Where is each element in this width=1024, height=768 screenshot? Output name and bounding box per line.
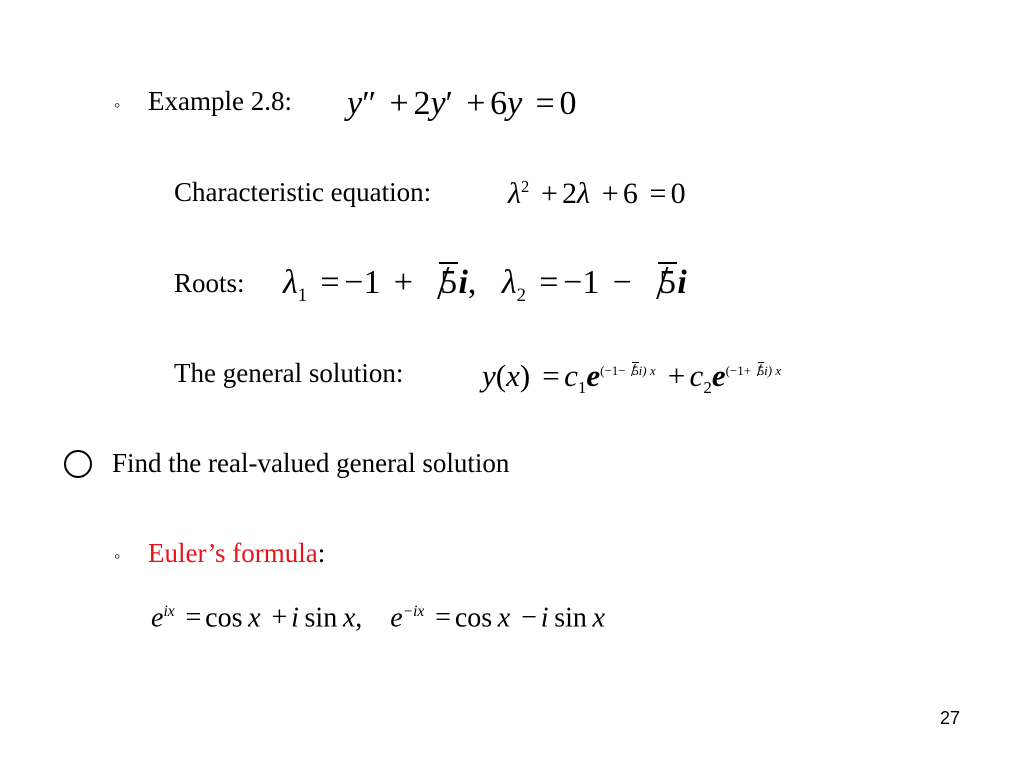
roots-label: Roots: <box>174 268 245 298</box>
example-label: Example 2.8: <box>148 86 292 116</box>
euler-heading <box>148 540 325 567</box>
euler-label: Euler’s formula <box>148 538 318 568</box>
roots-equation: $\lambda_1 = -1 + 5i$, $\lambda_2 = -1 - 5i$ <box>283 264 687 306</box>
page-number: 27 <box>940 708 961 728</box>
euler-colon: : <box>317 538 326 568</box>
task-heading: Find the real-valued general solution <box>112 448 510 478</box>
characteristic-label: Characteristic equation: <box>174 177 432 207</box>
general-solution-equation: $y(x) = c_1e^{(-1- 5i) x} + c_2e^{(-1+ 5i) x}$ <box>482 358 782 398</box>
example-equation: y″ + 2y′ + 6y = 0 <box>347 85 577 122</box>
euler-formulas: $e^{ix} = \cos x + i$ sin x, $e^{-ix} = \cos x - i$ sin x <box>151 602 605 634</box>
characteristic-equation: $\lambda^2 + 2\lambda + 6 = 0$ <box>508 177 686 210</box>
sub-bullet-icon: ◦ <box>114 95 121 115</box>
circle-bullet-icon <box>64 450 92 478</box>
sub-bullet-icon: ◦ <box>114 546 121 566</box>
general-solution-label: The general solution: <box>174 358 404 388</box>
